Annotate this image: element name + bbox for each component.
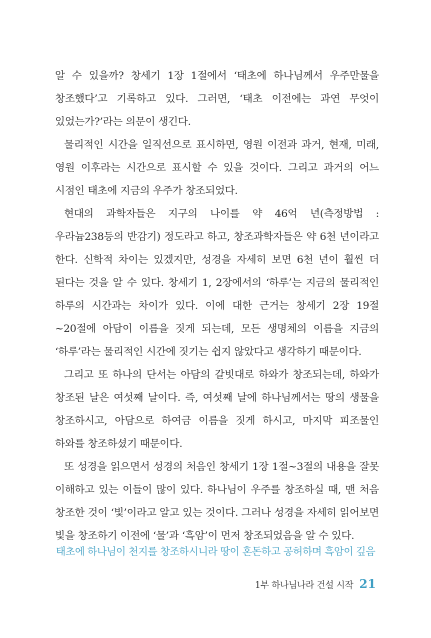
paragraph-2: 물리적인 시간을 일직선으로 표시하면, 영원 이전과 과거, 현재, 미래, 영원 이후라는 시간으로 표시할 수 있을 것이다. 그리고 과거의 어느 시점인 태초에 지금의 우주가 창조되었다. xyxy=(55,139,379,197)
scripture-subheading: 태초에 하나님이 천지를 창조하시니라 땅이 혼돈하고 공허하며 흑암이 깊음 xyxy=(55,547,376,558)
body-text xyxy=(55,65,379,548)
page-number: 21 xyxy=(359,577,376,591)
running-head: 1부 하나님나라 건설 시작 xyxy=(254,581,354,591)
paragraph-1: 알 수 있을까? 창세기 1장 1절에서 ‘태초에 하나님께서 우주만물을 창조했다’고 기록하고 있다. 그러면, ‘태초 이전에는 과연 무엇이 있었는가?’라는 의문이 생긴다. xyxy=(55,70,379,128)
paragraph-4: 그리고 또 하나의 단서는 아담의 갈빗대로 하와가 창조되는데, 하와가 창조된 날은 여섯째 날이다. 즉, 여섯째 날에 하나님께서는 땅의 생물을 창조하시고, 아담으로 하여금 이름을 짓게 하시고, 마지막 피조물인 하와를 창조하셨기 때문이다. xyxy=(55,369,379,450)
paragraph-5: 또 성경을 읽으면서 성경의 처음인 창세기 1장 1절~3절의 내용을 잘못 이해하고 있는 이들이 많이 있다. 하나님이 우주를 창조하실 때, 맨 처음 창조한 것이 ‘빛’이라고 알고 있는 것이다. 그러나 성경을 자세히 읽어보면 빛을 창조하기 이전에 ‘물’과 ‘흑암’이 먼저 창조되었음을 알 수 있다. xyxy=(55,461,379,542)
page-footer xyxy=(255,577,376,591)
paragraph-3: 현대의 과학자들은 지구의 나이를 약 46억 년(측정방법 : 우라늄238등의 반감기) 정도라고 하고, 창조과학자들은 약 6천 년이라고 한다. 신학적 차이는 있겠지만, 성경을 자세히 보면 6천 년이 훨씬 더 된다는 것을 알 수 있다. 창세기 1, 2장에서의 ‘하루’는 지금의 물리적인 하루의 시간과는 차이가 있다. 이에 대한 근거는 창세기 2장 19절~20절에 아담이 이름을 짓게 되는데, 모든 생명체의 이름을 지금의 ‘하루’라는 물리적인 시간에 짓기는 쉽지 않았다고 생각하기 때문이다. xyxy=(55,208,379,358)
